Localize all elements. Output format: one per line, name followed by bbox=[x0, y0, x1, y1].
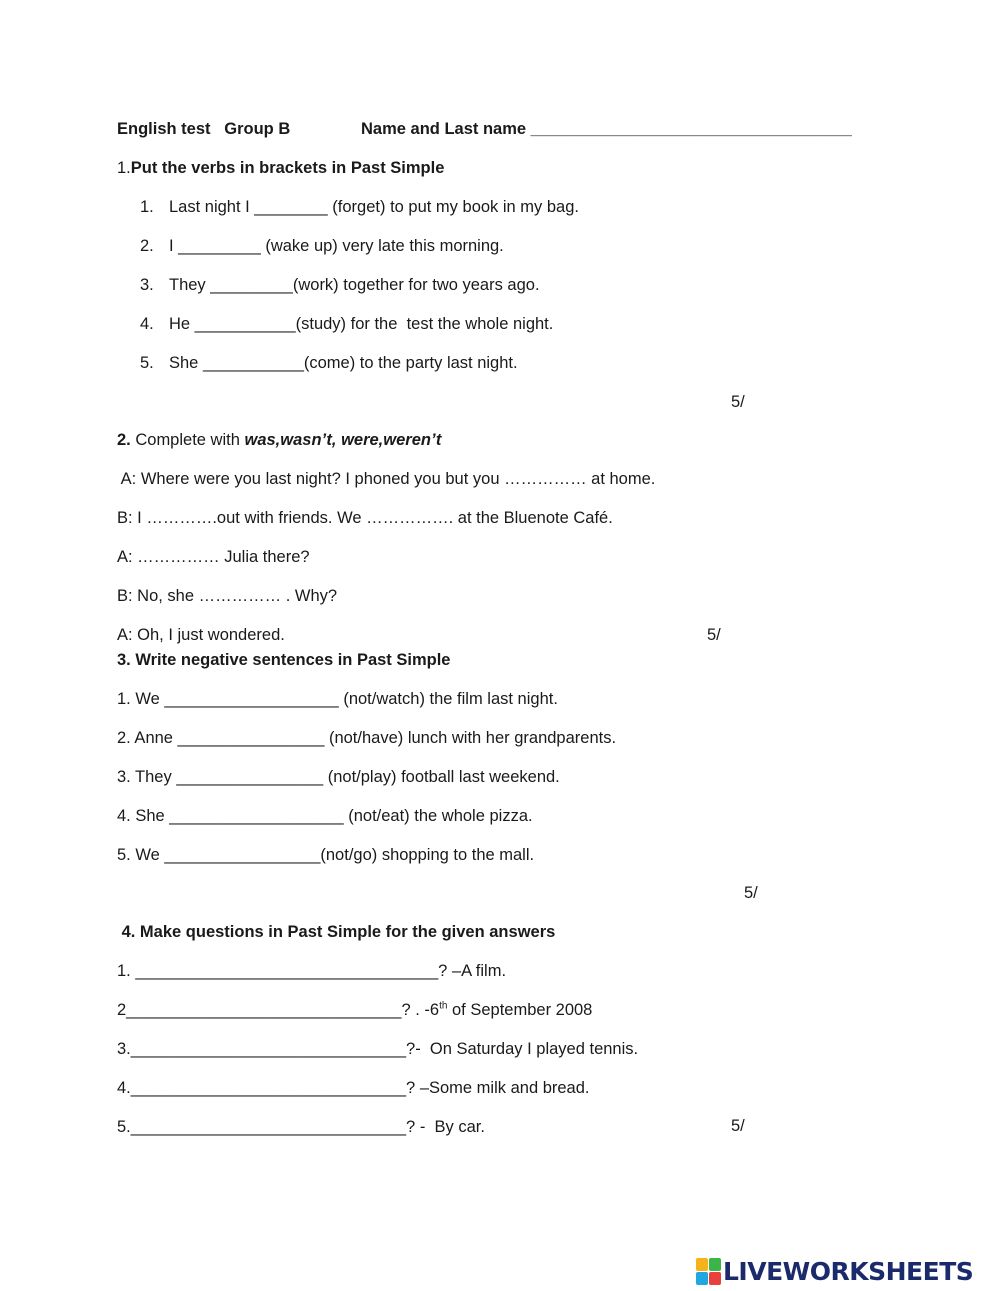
dialogue-line[interactable]: A: …………… Julia there? bbox=[117, 548, 310, 566]
list-item[interactable]: 4.______________________________? –Some milk and bread. bbox=[117, 1079, 590, 1097]
section-3-title: 3. Write negative sentences in Past Simple bbox=[117, 651, 451, 669]
section-2-word-list: was,wasn’t, were,weren’t bbox=[244, 431, 442, 449]
list-item[interactable]: 1. We ___________________ (not/watch) the film last night. bbox=[117, 690, 558, 708]
dialogue-line: A: Oh, I just wondered. bbox=[117, 626, 285, 644]
liveworksheets-logo-icon bbox=[696, 1258, 720, 1284]
list-item[interactable]: 1. Last night I ________ (forget) to put my book in my bag. bbox=[140, 198, 579, 216]
logo-square bbox=[696, 1272, 708, 1285]
list-item[interactable]: 4. He ___________(study) for the test the whole night. bbox=[140, 315, 554, 333]
list-item[interactable]: 3.______________________________?- On Saturday I played tennis. bbox=[117, 1040, 639, 1058]
section-1-score: 5/ bbox=[731, 393, 745, 411]
list-item[interactable]: 3. They _________(work) together for two years ago. bbox=[140, 276, 540, 294]
list-item[interactable]: 2. I _________ (wake up) very late this morning. bbox=[140, 237, 504, 255]
section-3-score: 5/ bbox=[744, 884, 758, 902]
section-2-heading: 2. Complete with was,wasn’t, were,weren’t bbox=[117, 431, 442, 449]
list-item[interactable]: 5. She ___________(come) to the party last night. bbox=[140, 354, 518, 372]
list-item[interactable]: 5.______________________________? - By car. bbox=[117, 1118, 485, 1136]
logo-square bbox=[696, 1258, 708, 1271]
section-1-heading bbox=[117, 158, 444, 178]
logo-square bbox=[709, 1272, 721, 1285]
section-2-score: 5/ bbox=[707, 626, 721, 644]
dialogue-line[interactable]: B: I ………….out with friends. We ……………. at the Bluenote Café. bbox=[117, 509, 613, 527]
section-1-title: Put the verbs in brackets in Past Simple bbox=[130, 159, 445, 177]
section-4-score: 5/ bbox=[731, 1117, 745, 1135]
section-1-number: 1. bbox=[117, 159, 131, 177]
name-field-label[interactable]: Name and Last name ___________________________________ bbox=[361, 120, 852, 138]
liveworksheets-logo bbox=[696, 1256, 973, 1286]
dialogue-line[interactable]: A: Where were you last night? I phoned you but you …………… at home. bbox=[117, 470, 656, 488]
list-item[interactable]: 2______________________________? . -6th of September 2008 bbox=[117, 1000, 593, 1019]
list-item[interactable]: 1. _________________________________? –A film. bbox=[117, 962, 507, 980]
list-item[interactable]: 3. They ________________ (not/play) football last weekend. bbox=[117, 768, 560, 786]
dialogue-line[interactable]: B: No, she …………… . Why? bbox=[117, 587, 338, 605]
logo-square bbox=[709, 1258, 721, 1271]
logo-text: LIVEWORKSHEETS bbox=[723, 1256, 974, 1286]
list-item[interactable]: 2. Anne ________________ (not/have) lunch with her grandparents. bbox=[117, 729, 617, 747]
test-title: English test Group B bbox=[117, 120, 291, 138]
list-item[interactable]: 4. She ___________________ (not/eat) the whole pizza. bbox=[117, 807, 533, 825]
list-item[interactable]: 5. We _________________(not/go) shopping to the mall. bbox=[117, 846, 535, 864]
section-4-title: 4. Make questions in Past Simple for the given answers bbox=[117, 923, 556, 941]
